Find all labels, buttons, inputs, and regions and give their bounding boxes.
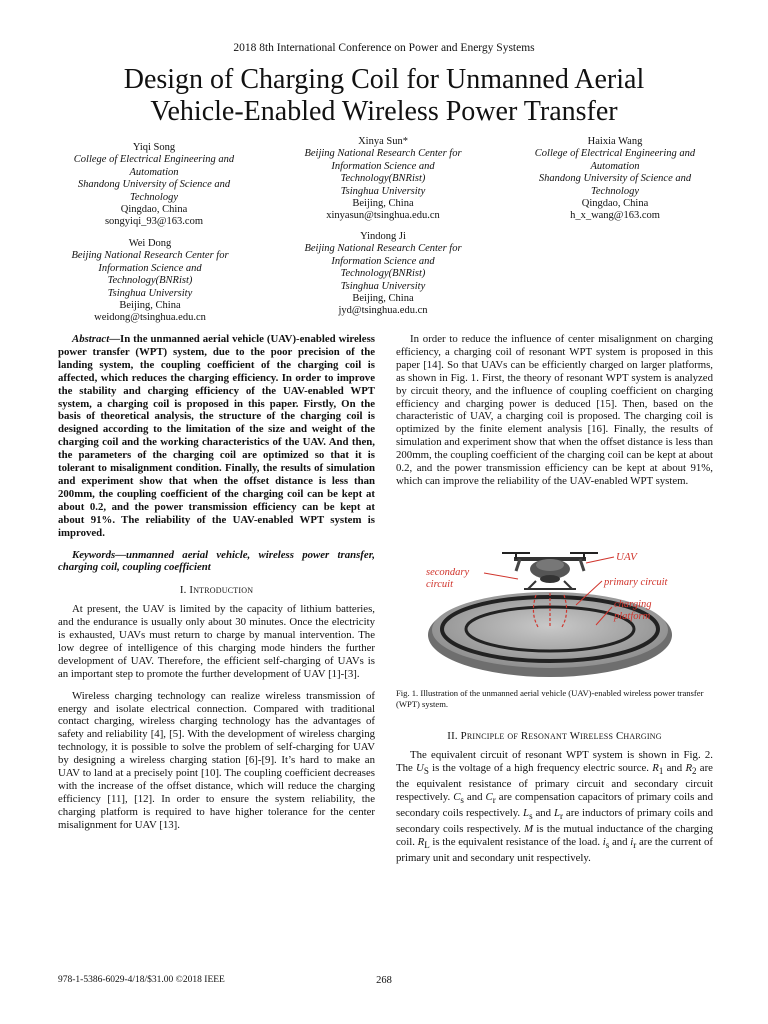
author-name: Haixia Wang <box>587 136 643 147</box>
author-3 <box>515 136 715 223</box>
author-affiliation: Information Science and <box>331 255 435 267</box>
author-email: jyd@tsinghua.edu.cn <box>338 305 428 317</box>
author-affiliation: Tsinghua University <box>107 287 193 299</box>
author-email: weidong@tsinghua.edu.cn <box>94 312 206 324</box>
author-affiliation: Technology(BNRist) <box>107 275 193 287</box>
keywords-label: Keywords <box>72 548 116 561</box>
conference-header: 2018 8th International Conference on Power and Energy Systems <box>233 42 535 54</box>
right-column-top <box>396 333 713 488</box>
author-affiliation: Automation <box>129 166 179 178</box>
author-name: Xinya Sun* <box>358 136 408 147</box>
author-affiliation: College of Electrical Engineering and <box>534 148 696 160</box>
figure-1 <box>418 535 718 683</box>
author-affiliation: Shandong University of Science and <box>538 173 692 185</box>
author-email: h_x_wang@163.com <box>570 210 660 222</box>
author-affiliation: Automation <box>590 160 640 172</box>
author-affiliation: Technology <box>129 191 179 203</box>
keywords <box>58 549 375 575</box>
author-affiliation: Information Science and <box>331 160 435 172</box>
author-5 <box>283 231 483 318</box>
uav-drawing <box>502 553 598 589</box>
section-2-paragraph-1: The equivalent circuit of resonant WPT system is shown in Fig. 2. The $U_S$ is the voltage of a high frequency electric source. $R_1$ and $R_2$ are the equivalent resistance of primary circuit and secondary circuit respectively. $C_s$ and $C_r$ are compensation capacitors of primary coils and secondary coils respectively. $L_s$ and $L_r$ are inductors of primary coils and secondary coils respectively. M is the mutual inductance of the charging coil. $R_L$ is the equivalent resistance of the load. $i_s$ and $i_r$ are the current of primary unit and secondary unit respectively. <box>396 748 713 864</box>
author-1 <box>54 142 254 229</box>
author-2 <box>283 136 483 223</box>
intro-paragraph-2: Wireless charging technology can realize wireless transmission of energy and isolate electrical connection. Compared with traditional contact charging, wireless charging technology has the advantages of safety and reliability [4], [5]. With the development of wireless charging technology, it is possible to solve the problem of self-charging for UAV by designing a wireless charging station [6]-[9]. It’s hard to make an UAV to land at a precisely point [10]. The coupling coefficient decreases with the increase of the offset distance, which will reduce the charging efficiency [11], [12]. In order to ensure the system reliability, the charging platform is required to have higher tolerance for the center misalignment for UAV [13]. <box>58 689 375 831</box>
right-column-bottom <box>396 730 713 865</box>
author-affiliation: Shandong University of Science and <box>77 179 231 191</box>
section-2-heading: II. Principle of Resonant Wireless Charging <box>447 730 662 742</box>
paper-title <box>40 64 728 128</box>
author-affiliation: Tsinghua University <box>340 185 426 197</box>
author-affiliation: Technology <box>590 185 640 197</box>
abstract <box>58 333 375 540</box>
intro-paragraph-1: At present, the UAV is limited by the capacity of lithium batteries, and the endurance is usually only about 30 minutes. Once the electricity is exhausted, UAVs must return to charge by manual intervention. The low degree of intelligence of this charging mode hinders the further development of UAV. Therefore, the efficient self-charging of UAVs is an important step to promote the further development of UAV [1]-[3]. <box>58 603 375 680</box>
author-city: Qingdao, China <box>120 204 188 216</box>
abstract-text: —In the unmanned aerial vehicle (UAV)-enabled wireless power transfer (WPT) system, due to the poor precision of the landing system, the coupling coefficient of the charging coil is affected, which reduces the charging efficiency. In order to improve the stability and charging efficiency of the UAV-enabled WPT system, a charging coil is proposed in this paper. Firstly, On the basis of theoretical analysis, the structure of the charging coil is designed according to the limitation of the size and weight of the charging coil and the working characteristics of the UAV. And then, the parameters of the charging coil are optimized so that it is tolerant to misalignment condition. Finally, the results of simulation and experiment show that when the offset distance is less than 200mm, the coupling coefficient of the charging coil can be kept at about 0.2, and the power transmission efficiency can be kept at about 91%. The reliability of the UAV-enabled WPT system is improved. <box>58 333 375 539</box>
author-affiliation: Technology(BNRist) <box>340 173 426 185</box>
abstract-label: Abstract <box>72 333 110 345</box>
label-secondary-circuit: secondary circuit <box>426 567 470 590</box>
author-name: Yiqi Song <box>132 142 176 153</box>
title-line-2: Vehicle-Enabled Wireless Power Transfer <box>150 96 618 127</box>
author-email: xinyasun@tsinghua.edu.cn <box>326 210 440 222</box>
page-number: 268 <box>376 975 392 986</box>
author-name: Wei Dong <box>128 238 172 249</box>
figure-1-caption: Fig. 1. Illustration of the unmanned aerial vehicle (UAV)-enabled wireless power transfer (WPT) system. <box>396 688 704 709</box>
footer-copyright: 978-1-5386-6029-4/18/$31.00 ©2018 IEEE <box>58 975 225 985</box>
author-affiliation: Beijing National Research Center for <box>304 148 462 160</box>
author-affiliation: College of Electrical Engineering and <box>73 154 235 166</box>
section-1-heading: I. Introduction <box>179 584 254 597</box>
author-city: Beijing, China <box>352 293 414 305</box>
author-city: Beijing, China <box>119 300 181 312</box>
left-column <box>58 333 375 832</box>
keywords-text: —unmanned aerial vehicle, wireless power transfer, charging coil, coupling coefficient <box>58 548 375 574</box>
author-city: Beijing, China <box>352 198 414 210</box>
author-4 <box>50 238 250 325</box>
author-affiliation: Technology(BNRist) <box>340 268 426 280</box>
figure-1-illustration <box>418 535 718 683</box>
label-uav: UAV <box>616 551 637 563</box>
author-affiliation: Beijing National Research Center for <box>71 250 229 262</box>
label-primary-circuit: primary circuit <box>604 577 668 588</box>
label-charging-platform: charging platform <box>614 599 652 622</box>
author-affiliation: Beijing National Research Center for <box>304 243 462 255</box>
author-email: songyiqi_93@163.com <box>104 216 204 228</box>
author-affiliation: Tsinghua University <box>340 280 426 292</box>
intro-paragraph-3: In order to reduce the influence of center misalignment on charging efficiency, a charging coil of resonant WPT system is proposed in this paper [14]. So that UAVs can be efficiently charged on larger platforms, as shown in Fig. 1. First, the theory of resonant WPT system is analyzed by circuit theory, and the influence of coupling coefficient on charging efficiency and charging power is deduced [15]. Then, based on the characteristic of UAV, a charging coil is proposed. The charging coil is optimized by the finite element analysis [16]. Finally, the results of simulation and experiment show that when the offset distance is less than 200mm, the coupling coefficient of the charging coil can be kept at about 0.2, and the power transmission efficiency can be kept at about 91%, which can improve the reliability of the UAV-enabled WPT system. <box>396 333 713 487</box>
author-affiliation: Information Science and <box>98 262 202 274</box>
author-name: Yindong Ji <box>360 231 406 242</box>
author-city: Qingdao, China <box>581 198 649 210</box>
title-line-1: Design of Charging Coil for Unmanned Aerial <box>123 64 645 95</box>
